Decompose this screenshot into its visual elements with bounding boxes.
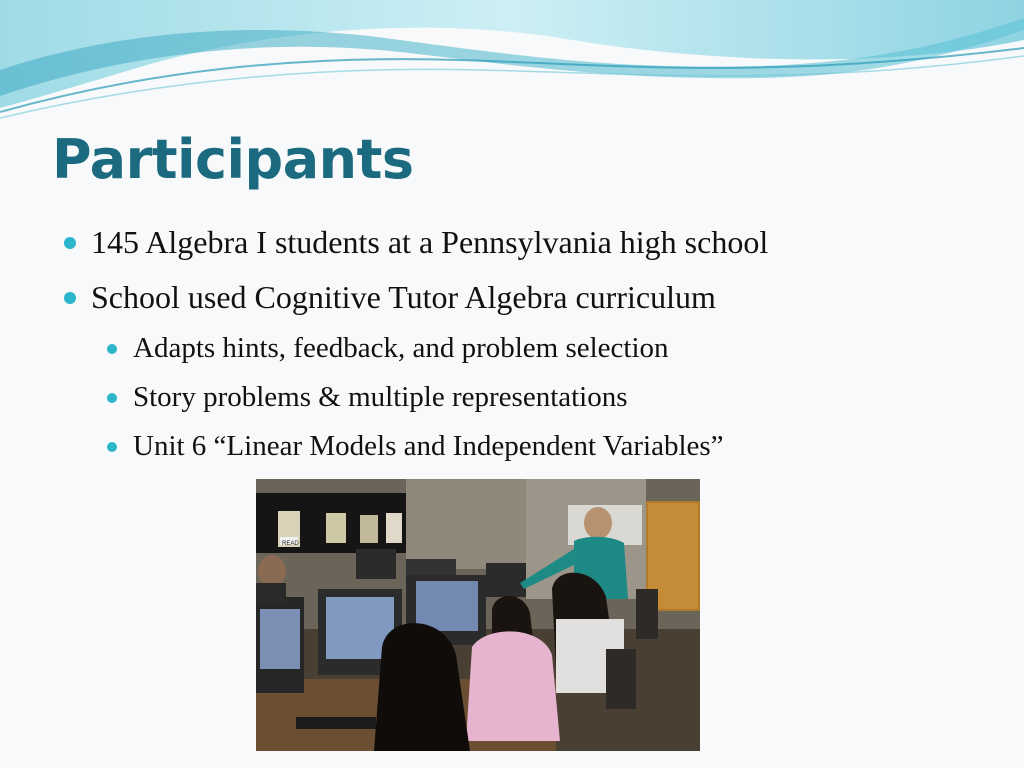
poster-text: READ	[282, 541, 299, 547]
sub-bullet-item: Adapts hints, feedback, and problem selection	[133, 332, 669, 364]
sub-bullet-dot-icon	[107, 344, 117, 354]
sub-bullet-item: Unit 6 “Linear Models and Independent Variables”	[133, 430, 724, 462]
sub-bullet-dot-icon	[107, 393, 117, 403]
bullet-dot-icon	[64, 237, 76, 249]
bullet-item: School used Cognitive Tutor Algebra curriculum	[91, 279, 716, 315]
bullet-item: 145 Algebra I students at a Pennsylvania high school	[91, 224, 769, 260]
sub-bullet-item: Story problems & multiple representations	[133, 381, 628, 413]
bullet-dot-icon	[64, 292, 76, 304]
slide-title: Participants	[52, 128, 414, 191]
sub-bullet-dot-icon	[107, 442, 117, 452]
header-wave-decoration	[0, 0, 1024, 130]
classroom-photo	[256, 479, 700, 751]
